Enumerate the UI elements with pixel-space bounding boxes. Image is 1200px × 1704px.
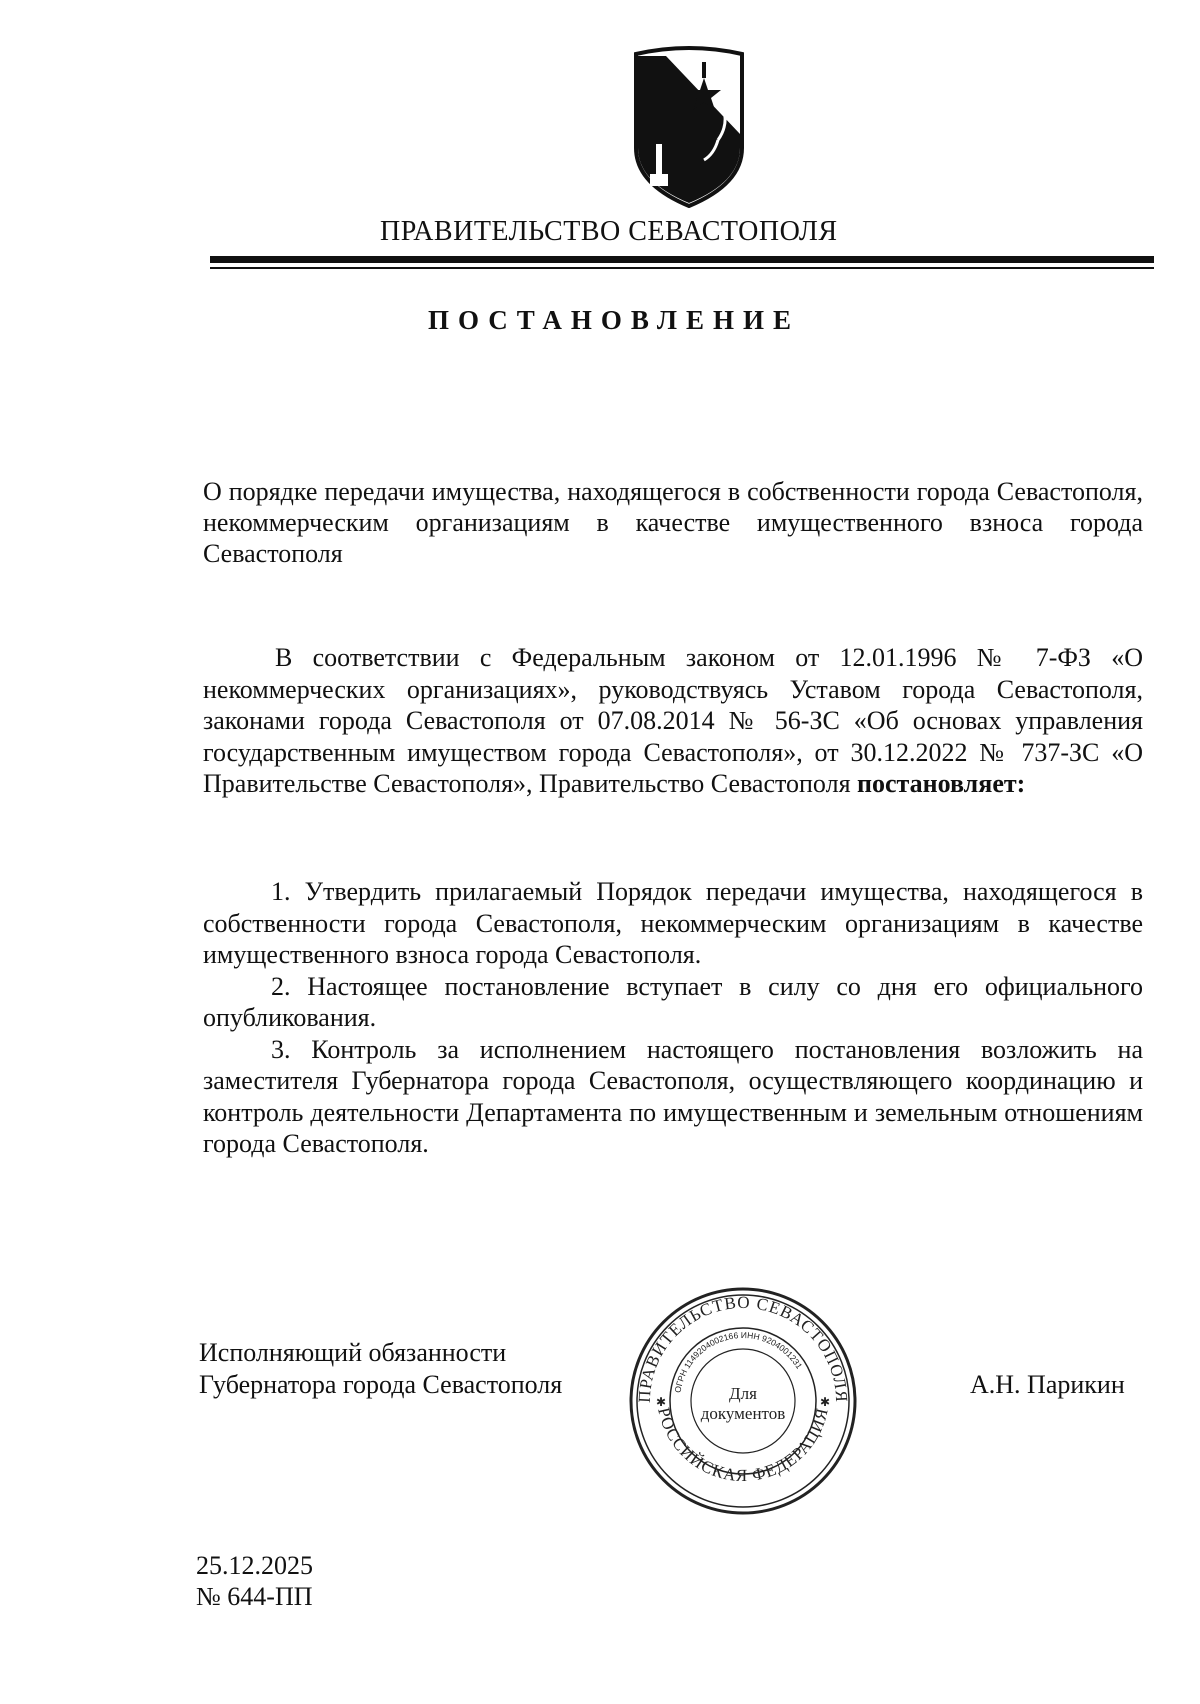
preamble-verb: постановляет: [857,769,1026,798]
document-type-heading: ПОСТАНОВЛЕНИЕ [427,305,801,335]
resolution-items [203,876,1143,1160]
document-date-and-number [196,1550,313,1612]
seal-star-icon: ✱ [820,1395,831,1409]
official-seal [628,1286,858,1516]
coat-of-arms-emblem [626,44,752,208]
signatory-position-line: Губернатора города Севастополя [199,1370,563,1399]
document-date: 25.12.2025 [196,1551,313,1580]
seal-outer-top-text: ПРАВИТЕЛЬСТВО СЕВАСТОПОЛЯ [634,1292,852,1404]
seal-center-line: документов [700,1404,786,1423]
preamble-text: В соответствии с Федеральным законом от 12.01.1996 № 7-ФЗ «О некоммерческих организациях», руководствуясь Уставом города Севастополя, законами города Севастополя от 07.08.2014 № 56-ЗС «Об основах управления государственным имуществом города Севастополя», от 30.12.2022 № 737-ЗС «О Правительстве Севастополя», Правительство Севастополя [203,643,1143,798]
seal-inner-ring-text: ОГРН 1149204002166 ИНН 9204001231 [672,1329,805,1394]
resolution-item: 1. Утвердить прилагаемый Порядок передачи имущества, находящегося в собственности города Севастополя, некоммерческим организациям в качестве имущественного взноса города Севастополя. [203,877,1143,969]
header-rule-thick [210,256,1154,263]
signatory-position-line: Исполняющий обязанности [199,1338,507,1367]
issuing-authority: ПРАВИТЕЛЬСТВО СЕВАСТОПОЛЯ [380,216,838,247]
document-subject: О порядке передачи имущества, находящегося в собственности города Севастополя, некоммерческим организациям в качестве имущественного взноса города Севастополя [203,477,1143,568]
document-number: № 644-ПП [196,1582,313,1611]
resolution-item: 3. Контроль за исполнением настоящего постановления возложить на заместителя Губернатора города Севастополя, осуществляющего координацию и контроль деятельности Департамента по имущественным и земельным отношениям города Севастополя. [203,1034,1143,1158]
header-rule-thin [210,267,1154,269]
resolution-item: 2. Настоящее постановление вступает в силу со дня его официального опубликования. [203,971,1143,1032]
seal-center-line: Для [729,1384,757,1403]
preamble-paragraph [203,642,1143,800]
seal-outer-bottom-text: РОССИЙСКАЯ ФЕДЕРАЦИЯ [654,1405,832,1485]
signatory-position [199,1337,639,1401]
signatory-name: А.Н. Парикин [970,1370,1125,1399]
seal-star-icon: ✱ [656,1395,667,1409]
